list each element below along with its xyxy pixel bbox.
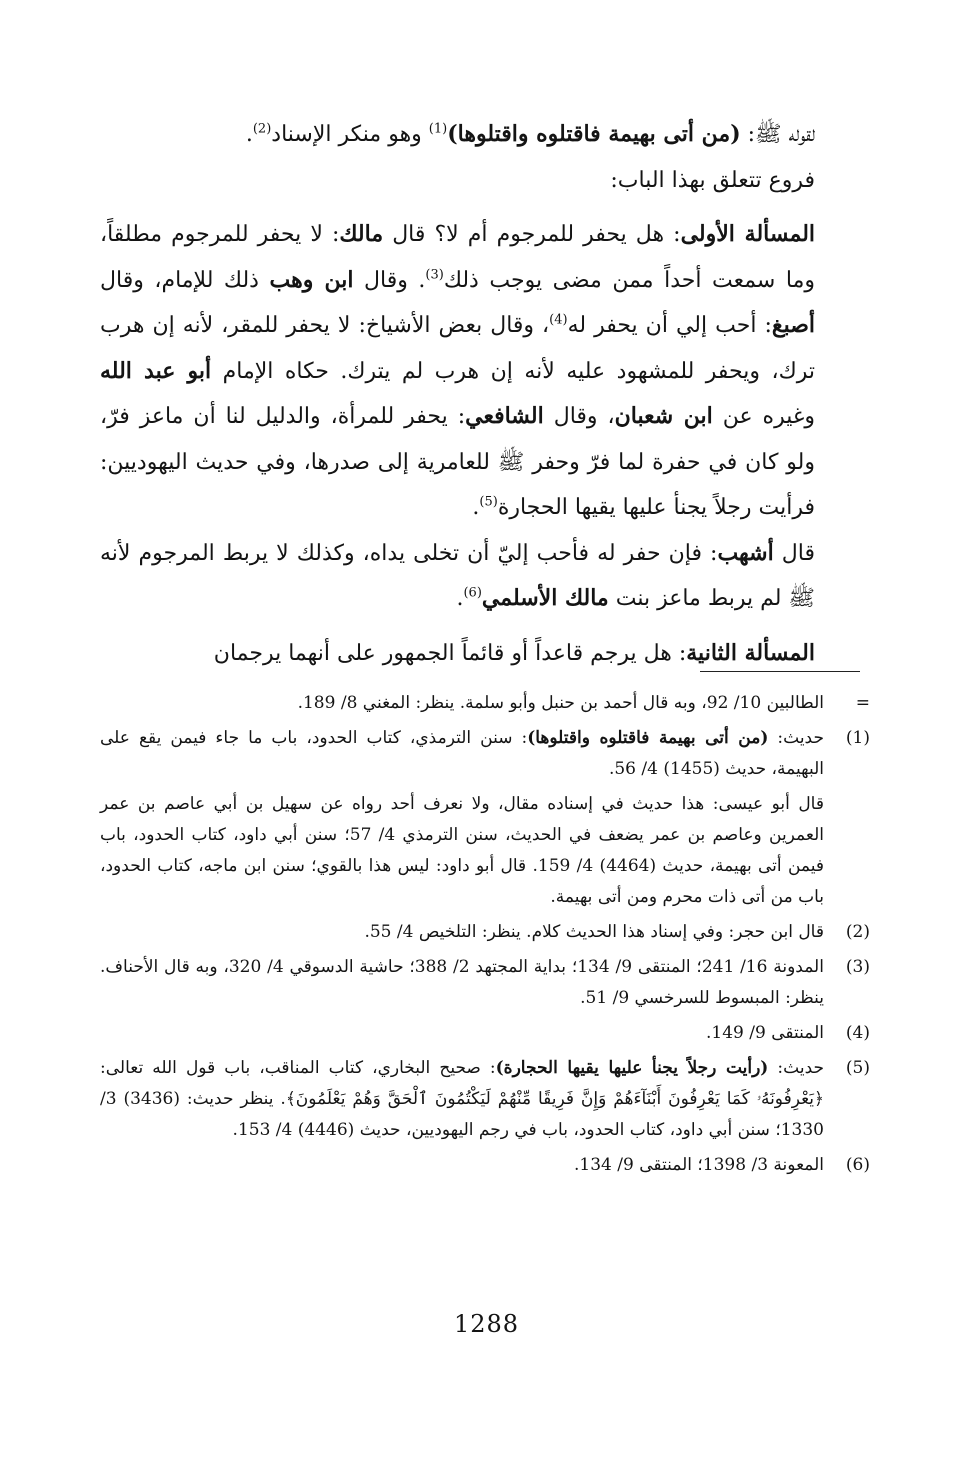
text-run: . وقال — [353, 267, 426, 293]
footnote-separator — [700, 671, 860, 672]
footnote-text: قال ابن حجر: وفي إسناد هذا الحديث كلام. ينظر: التلخيص 4/ 55. — [364, 922, 824, 942]
text-run: ، وقال — [543, 404, 615, 429]
text-run: : لا يحفر للمرجوم مطلقاً، وما سمعت أحداً ممن مضى يوجب ذلك — [100, 222, 815, 293]
paragraph-question-2 — [100, 631, 815, 677]
footnote-ref-3[interactable]: (3) — [425, 267, 444, 283]
footnote-ref-4[interactable]: (4) — [549, 312, 568, 328]
scholar-name: أبو عبد الله — [100, 357, 212, 384]
main-text — [100, 112, 815, 676]
scholar-name: ابن شعبان — [614, 403, 713, 429]
paragraph-ashhab — [100, 531, 815, 622]
footnote-ref-5[interactable]: (5) — [479, 494, 498, 510]
footnote-ref-6[interactable]: (6) — [463, 585, 482, 601]
text-run: . — [472, 495, 480, 520]
footnote-number: (6) — [845, 1155, 870, 1175]
text-run: ذلك للإمام، وقال — [100, 267, 270, 293]
footnote-3 — [100, 952, 870, 1014]
footnote-ref-1[interactable]: (1) — [428, 121, 448, 137]
text-run: . — [245, 122, 253, 147]
text-run: وغيره عن — [712, 404, 815, 429]
question-2-heading: المسألة الثانية — [686, 639, 815, 666]
text-run: : هل يرجم قاعداً أو قائماً الجمهور على أنهما يرجمان — [213, 640, 687, 666]
footnote-continuation — [100, 688, 870, 719]
footnote-text: المعونة 3/ 1398؛ المنتقى 9/ 134. — [573, 1155, 824, 1175]
hadith-quote: (من أتى بهيمة فاقتلوه واقتلوها) — [447, 121, 741, 147]
text-run: فروع تتعلق بهذا الباب: — [610, 167, 815, 193]
page-number: 1288 — [453, 1310, 520, 1338]
scholar-name: أصبغ — [771, 312, 815, 338]
footnote-text: الطالبين 10/ 92، وبه قال أحمد بن حنبل وأبو سلمة. ينظر: المغني 8/ 189. — [297, 693, 824, 713]
text-run: : أحب إلي أن يحفر له — [567, 313, 772, 338]
scholar-name: أشهب — [717, 539, 774, 566]
footnote-text: حديث: — [768, 728, 824, 748]
scholar-name: مالك — [339, 221, 384, 247]
paragraph-question-1 — [100, 212, 815, 531]
text-run: . — [456, 586, 464, 611]
scholar-name: ابن وهب — [269, 266, 354, 293]
question-1-heading: المسألة الأولى — [680, 221, 816, 247]
footnote-text: المدونة 16/ 241؛ المنتقى 9/ 134؛ بداية المجتهد 2/ 388؛ حاشية الدسوقي 4/ 320، وبه قال الأحناف. ينظر: المبسوط للسرخسي 9/ 51. — [100, 957, 824, 1008]
footnote-text: المنتقى 9/ 149. — [706, 1023, 824, 1043]
text-run: : فإن حفر له فأحب إليّ أن تخلى يداه، وكذلك لا يربط المرجوم لأنه ﷺ لم يربط ماعز بنت — [100, 540, 815, 611]
footnote-text: : سنن الترمذي، كتاب الحدود، باب ما جاء فيمن يقع على البهيمة، حديث (1455) 4/ 56. — [100, 728, 824, 779]
text-run: قال — [773, 540, 815, 566]
footnotes — [100, 688, 870, 1185]
paragraph-1 — [100, 112, 815, 158]
footnote-number: (1) — [845, 728, 870, 748]
footnote-marker: = — [855, 693, 870, 713]
footnote-number: (5) — [845, 1058, 870, 1078]
footnote-2 — [100, 917, 870, 948]
footnote-1 — [100, 723, 870, 913]
text-run: : يحفر للمرأة، والدليل لنا أن ماعز فرّ، ولو كان في حفرة لما فرّ وحفر ﷺ للعامرية إلى صدرها، وفي حديث اليهوديين: فرأيت رجلاً يجنأ عليها يقيها الحجارة — [100, 404, 815, 520]
footnote-6 — [100, 1150, 870, 1181]
text-run: وهو منكر الإسناد — [271, 122, 429, 147]
footnote-number: (4) — [845, 1023, 870, 1043]
footnote-text: قال أبو عيسى: هذا حديث في إسناده مقال، ولا نعرف أحد رواه عن سهيل بن أبي عاصم بن عمر العمرين وعاصم بن عمر يضعف في الحديث، سنن الترمذي 4/ 57؛ سنن أبي داود، كتاب الحدود، باب فيمن أتى بهيمة، حديث (4464) 4/ 159. قال أبو داود: ليس هذا بالقوي؛ سنن ابن ماجه، كتاب الحدود، باب من أتى ذات محرم ومن أتى بهيمة. — [100, 794, 824, 907]
footnote-4 — [100, 1018, 870, 1049]
footnote-text: حديث: — [768, 1058, 824, 1078]
text-run: : هل يحفر للمرجوم أم لا؟ قال — [383, 222, 681, 247]
footnote-ref-2[interactable]: (2) — [252, 121, 272, 137]
hadith-quote: (رأيت رجلاً يجنأ عليها يقيها الحجارة) — [495, 1058, 769, 1078]
scholar-name: الشافعي — [465, 403, 544, 429]
footnote-number: (2) — [845, 922, 870, 942]
footnote-5 — [100, 1053, 870, 1146]
text-run: لقوله ﷺ: — [740, 122, 815, 147]
footnote-text: : صحيح البخاري، كتاب المناقب، باب قول الله تعالى: ﴿يَعْرِفُونَهُۥ كَمَا يَعْرِفُونَ أَبْنَآءَهُمْ وَإِنَّ فَرِيقًا مِّنْهُمْ لَيَكْتُمُونَ ٱلْحَقَّ وَهُمْ يَعْلَمُونَ﴾. ينظر حديث: (3436) 3/ 1330؛ سنن أبي داود، كتاب الحدود، باب في رجم اليهوديين، حديث (4446) 4/ 153. — [100, 1058, 824, 1140]
text-run: ، وقال بعض الأشياخ: لا يحفر للمقر، لأنه إن هرب ترك، ويحفر للمشهود عليه لأنه إن هرب لم يترك. حكاه الإمام — [100, 313, 815, 384]
footnote-number: (3) — [845, 957, 870, 977]
hadith-quote: (من أتى بهيمة فاقتلوه واقتلوها) — [527, 728, 769, 748]
person-name: مالك الأسلمي — [481, 585, 609, 611]
section-heading — [100, 158, 815, 204]
